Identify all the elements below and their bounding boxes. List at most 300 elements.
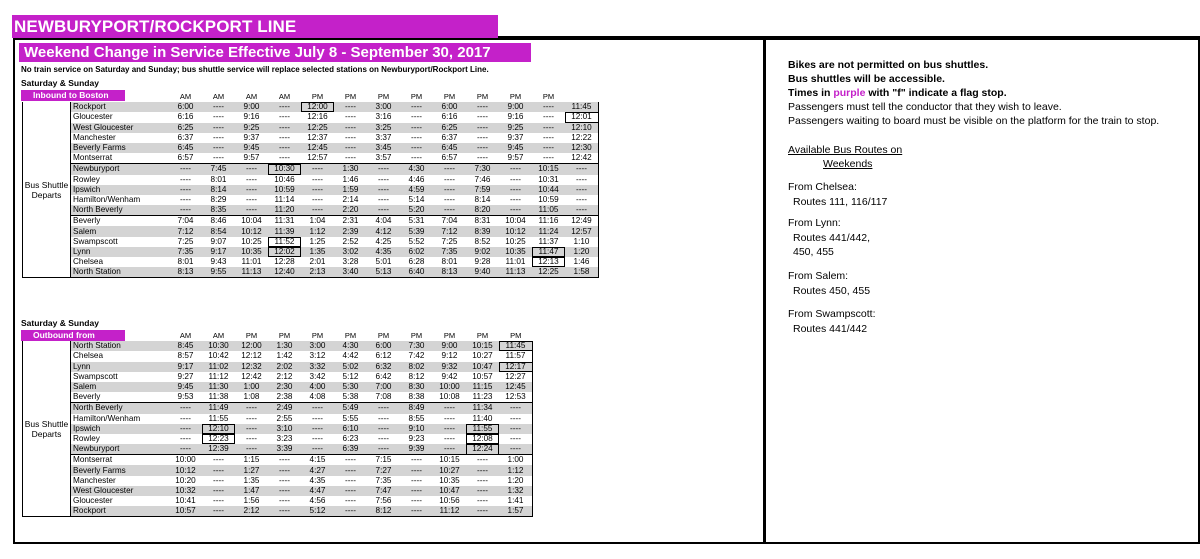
time-cell: ---- (301, 403, 334, 414)
time-cell: 11:16 (532, 216, 565, 227)
table-row (23, 102, 599, 112)
time-cell: 9:45 (169, 382, 202, 392)
time-cell: 3:28 (342, 257, 359, 267)
route-group-from: From Chelsea: (788, 181, 857, 193)
time-cell: 11:34 (466, 403, 499, 414)
time-cell: ---- (378, 194, 389, 204)
time-cell: ---- (499, 424, 533, 434)
time-cell: 10:41 (175, 496, 196, 506)
station-name: Rowley (71, 434, 170, 444)
line-title: NEWBURYPORT/ROCKPORT LINE (14, 17, 297, 36)
time-cell: ---- (400, 486, 433, 496)
time-cell: 4:56 (309, 496, 326, 506)
time-cell: ---- (279, 153, 290, 163)
time-cell: ---- (543, 112, 554, 122)
time-cell: 6:37 (177, 132, 194, 142)
time-cell: 11:47 (532, 247, 565, 257)
time-cell: 1:00 (235, 382, 268, 392)
period-header: PM (510, 331, 522, 341)
time-cell: ---- (180, 433, 191, 443)
time-cell: ---- (411, 496, 422, 506)
time-cell: 8:35 (202, 205, 235, 216)
time-cell: 4:42 (342, 351, 359, 361)
time-cell: 8:13 (433, 267, 466, 278)
time-cell: ---- (268, 486, 301, 496)
time-cell: ---- (378, 413, 389, 423)
info-flag-purple: purple (833, 87, 866, 99)
time-cell: 2:12 (276, 371, 293, 381)
time-cell: ---- (499, 403, 533, 414)
time-cell: 9:57 (243, 153, 260, 163)
time-cell: 9:17 (202, 247, 235, 257)
time-cell: 6:45 (433, 143, 466, 153)
time-cell: ---- (532, 143, 565, 153)
time-cell: ---- (411, 132, 422, 142)
time-cell: ---- (213, 475, 224, 485)
time-cell: ---- (565, 205, 599, 216)
time-cell: 11:20 (268, 205, 301, 216)
time-cell: 4:27 (301, 465, 334, 475)
time-cell: ---- (213, 496, 224, 506)
period-header: PM (410, 92, 423, 102)
time-cell: 11:12 (433, 506, 466, 517)
time-cell: 9:55 (202, 267, 235, 278)
time-cell: 9:17 (169, 362, 202, 372)
time-cell: 9:02 (466, 247, 499, 257)
time-cell: 7:59 (466, 185, 499, 195)
time-cell: ---- (202, 486, 235, 496)
time-cell: ---- (411, 475, 422, 485)
station-name: North Beverly (71, 205, 170, 216)
time-cell: ---- (532, 102, 565, 112)
time-cell: 5:39 (400, 226, 433, 236)
time-cell: 7:35 (169, 247, 202, 257)
route-group-from: From Salem: (788, 270, 849, 282)
period-header: PM (278, 331, 291, 341)
time-cell: ---- (367, 403, 400, 414)
time-cell: ---- (345, 475, 356, 485)
info-visible-platform: Passengers waiting to board must be visible on the platform for the train to stop. (788, 115, 1160, 127)
time-cell: 9:07 (210, 236, 227, 246)
time-cell: 7:00 (367, 382, 400, 392)
table-row (23, 476, 533, 486)
route-line: Routes 441/442 (793, 323, 868, 335)
time-cell: 11:37 (538, 236, 559, 246)
station-name: Beverly Farms (71, 143, 170, 153)
station-name: Montserrat (71, 455, 170, 466)
time-cell: ---- (532, 123, 565, 133)
time-cell: ---- (202, 123, 235, 133)
time-cell: ---- (400, 102, 433, 112)
time-cell: ---- (213, 153, 224, 163)
time-cell: 7:04 (433, 216, 466, 227)
time-cell: ---- (543, 132, 554, 142)
time-cell: ---- (279, 475, 290, 485)
time-cell: 6:37 (441, 132, 458, 142)
time-cell: 1:35 (243, 475, 260, 485)
time-cell: ---- (565, 164, 599, 175)
time-cell: 9:40 (466, 267, 499, 278)
station-name: Newburyport (71, 444, 170, 455)
time-cell: 10:25 (505, 236, 526, 246)
time-cell: 5:52 (408, 236, 425, 246)
time-cell: ---- (400, 123, 433, 133)
table-row (23, 392, 533, 403)
time-cell: 1:56 (243, 496, 260, 506)
time-cell: 5:55 (342, 413, 359, 423)
info-flag-stop (788, 87, 1007, 99)
time-cell: ---- (477, 475, 488, 485)
station-name: Newburyport (71, 164, 170, 175)
time-cell: 10:20 (175, 475, 196, 485)
time-cell: 12:13 (532, 257, 565, 267)
time-cell: 6:32 (367, 362, 400, 372)
time-cell: ---- (202, 455, 235, 466)
inbound-days: Saturday & Sunday (21, 78, 99, 88)
time-cell: 5:02 (334, 362, 367, 372)
station-name: Rockport (71, 506, 170, 517)
period-header: PM (476, 92, 489, 102)
time-cell: ---- (444, 433, 455, 443)
table-row (23, 226, 599, 236)
table-row (23, 434, 533, 444)
time-cell: 7:27 (367, 465, 400, 475)
time-cell: ---- (301, 424, 334, 434)
time-cell: ---- (334, 143, 367, 153)
table-row (23, 237, 599, 247)
time-cell: ---- (202, 102, 235, 112)
time-cell: 8:30 (400, 382, 433, 392)
table-row (23, 133, 599, 143)
time-cell: 12:22 (565, 133, 599, 143)
time-cell: ---- (169, 403, 202, 414)
time-cell: 8:01 (210, 174, 227, 184)
table-row (23, 486, 533, 496)
time-cell: ---- (202, 465, 235, 475)
time-cell: 2:13 (301, 267, 334, 278)
time-cell: 4:59 (400, 185, 433, 195)
time-cell: 10:59 (538, 194, 559, 204)
station-name: Ipswich (71, 185, 170, 195)
time-cell: ---- (268, 506, 301, 517)
time-cell: 11:05 (532, 205, 565, 216)
time-cell: 10:04 (499, 216, 532, 227)
period-header (565, 92, 599, 102)
time-cell: ---- (345, 132, 356, 142)
info-flag-b: with "f" indicate a flag stop. (865, 87, 1007, 99)
time-cell: ---- (499, 414, 533, 424)
time-cell: 1:15 (235, 455, 268, 466)
time-cell: 1:08 (243, 392, 260, 402)
time-cell: 9:00 (235, 102, 268, 112)
time-cell: 5:12 (342, 371, 359, 381)
time-cell: 7:42 (408, 351, 425, 361)
time-cell: 5:14 (408, 194, 425, 204)
time-cell: 8:01 (441, 257, 458, 267)
period-header: PM (443, 331, 456, 341)
time-cell: 4:12 (367, 226, 400, 236)
time-cell: ---- (334, 102, 367, 112)
time-cell: 7:04 (169, 216, 202, 227)
time-cell: 4:35 (309, 475, 326, 485)
time-cell: 12:24 (466, 444, 499, 455)
time-cell: 1:10 (565, 237, 599, 247)
time-cell: 10:35 (439, 475, 460, 485)
time-cell: 4:46 (408, 174, 425, 184)
time-cell: 7:35 (433, 247, 466, 257)
time-cell: ---- (301, 205, 334, 216)
station-name: Gloucester (71, 112, 170, 122)
period-header: PM (377, 92, 390, 102)
time-cell: ---- (312, 413, 323, 423)
time-cell: 12:37 (307, 132, 328, 142)
table-row (23, 216, 599, 227)
time-cell: ---- (378, 174, 389, 184)
period-header: AM (179, 331, 192, 341)
time-cell: 2:39 (334, 226, 367, 236)
time-cell: 1:46 (342, 174, 359, 184)
time-cell: ---- (202, 506, 235, 517)
time-cell: 3:02 (334, 247, 367, 257)
time-cell: ---- (400, 465, 433, 475)
period-header: PM (311, 92, 324, 102)
time-cell: 10:56 (439, 496, 460, 506)
time-cell: ---- (433, 403, 466, 414)
time-cell: 11:13 (499, 267, 532, 278)
time-cell: 6:25 (169, 123, 202, 133)
table-row (23, 164, 599, 175)
time-cell: ---- (334, 455, 367, 466)
time-cell: 3:40 (334, 267, 367, 278)
time-cell: 6:45 (169, 143, 202, 153)
station-name: Swampscott (71, 372, 170, 382)
table-row (23, 414, 533, 424)
info-bikes: Bikes are not permitted on bus shuttles. (788, 59, 989, 71)
time-cell: ---- (334, 486, 367, 496)
time-cell: ---- (477, 153, 488, 163)
time-cell: 11:49 (202, 403, 235, 414)
route-line: Routes 450, 455 (793, 285, 871, 297)
route-group-from: From Lynn: (788, 217, 841, 229)
time-cell: ---- (565, 195, 599, 205)
station-name: Beverly (71, 216, 170, 227)
time-cell: 10:57 (472, 371, 493, 381)
time-cell: 3:00 (367, 102, 400, 112)
time-cell: 6:23 (342, 433, 359, 443)
time-cell: 11:15 (466, 382, 499, 392)
time-cell: 10:44 (532, 185, 565, 195)
time-cell: 1:47 (235, 486, 268, 496)
time-cell: 12:57 (565, 226, 599, 236)
time-cell: 11:38 (208, 392, 229, 402)
time-cell: 7:12 (169, 226, 202, 236)
station-name: Salem (71, 226, 170, 236)
station-name: West Gloucester (71, 486, 170, 496)
time-cell: 3:32 (301, 362, 334, 372)
time-cell: 5:38 (342, 392, 359, 402)
time-cell: 7:35 (375, 475, 392, 485)
time-cell: 8:49 (400, 403, 433, 414)
time-cell: 11:57 (499, 351, 533, 361)
time-cell: 3:00 (301, 341, 334, 351)
time-cell: 4:47 (301, 486, 334, 496)
time-cell: 10:31 (538, 174, 559, 184)
time-cell: ---- (268, 143, 301, 153)
time-cell: 12:57 (307, 153, 328, 163)
time-cell: 6:16 (177, 112, 194, 122)
time-cell: 9:39 (400, 444, 433, 455)
time-cell: 10:35 (235, 247, 268, 257)
time-cell: ---- (565, 175, 599, 185)
time-cell: ---- (444, 174, 455, 184)
time-cell: 5:31 (400, 216, 433, 227)
time-cell: 4:04 (367, 216, 400, 227)
time-cell: 3:45 (367, 143, 400, 153)
station-name: Gloucester (71, 496, 170, 506)
time-cell: 12:42 (565, 153, 599, 164)
time-cell: 8:14 (474, 194, 491, 204)
time-cell: 8:31 (466, 216, 499, 227)
time-cell: 1:12 (301, 226, 334, 236)
time-cell: ---- (169, 185, 202, 195)
route-line: Routes 441/442, (793, 232, 871, 244)
time-cell: 10:57 (169, 506, 202, 517)
time-cell: ---- (301, 444, 334, 455)
time-cell: 1:41 (499, 496, 533, 506)
column-divider (763, 38, 766, 544)
time-cell: ---- (345, 112, 356, 122)
time-cell: 12:08 (466, 434, 499, 444)
time-cell: 9:23 (408, 433, 425, 443)
time-cell: 10:00 (433, 382, 466, 392)
time-cell: ---- (466, 465, 499, 475)
info-accessible: Bus shuttles will be accessible. (788, 73, 945, 85)
time-cell: ---- (180, 194, 191, 204)
table-row (23, 362, 533, 372)
inbound-schedule-table (22, 92, 599, 278)
outbound-direction: Outbound from Boston (21, 330, 125, 341)
time-cell: 8:13 (169, 267, 202, 278)
time-cell: 7:46 (474, 174, 491, 184)
table-row (23, 153, 599, 164)
station-name: West Gloucester (71, 123, 170, 133)
time-cell: 6:57 (177, 153, 194, 163)
time-cell: 1:25 (309, 236, 326, 246)
time-cell: 12:27 (499, 372, 533, 382)
outbound-days: Saturday & Sunday (21, 318, 99, 328)
time-cell: 7:47 (367, 486, 400, 496)
station-name: Chelsea (71, 257, 170, 267)
period-header: PM (443, 92, 456, 102)
period-header: AM (245, 92, 258, 102)
time-cell: ---- (213, 132, 224, 142)
table-row (23, 205, 599, 216)
time-cell: 8:29 (210, 194, 227, 204)
notice-text: No train service on Saturday and Sunday; bus shuttle service will replace selected stations on Newburyport/Rockport Line. (21, 65, 489, 74)
time-cell: 11:23 (472, 392, 493, 402)
time-cell: 1:46 (565, 257, 599, 267)
time-cell: 9:53 (177, 392, 194, 402)
time-cell: 2:12 (235, 506, 268, 517)
station-name: Lynn (71, 362, 170, 372)
time-cell: 2:38 (276, 392, 293, 402)
time-cell: 10:59 (268, 185, 301, 195)
time-cell: 1:57 (499, 506, 533, 517)
time-cell: ---- (312, 194, 323, 204)
time-cell: 10:27 (433, 465, 466, 475)
time-cell: 9:25 (235, 123, 268, 133)
notice-title: Weekend Change in Service Effective July 8 - September 30, 2017 (24, 44, 491, 61)
route-line: Routes 111, 116/117 (793, 196, 888, 208)
time-cell: 7:30 (400, 341, 433, 351)
time-cell: 1:35 (301, 247, 334, 257)
time-cell: 10:42 (208, 351, 229, 361)
time-cell: 10:15 (433, 455, 466, 466)
time-cell: 11:40 (472, 413, 493, 423)
time-cell: ---- (444, 194, 455, 204)
time-cell: 8:38 (408, 392, 425, 402)
period-header: PM (410, 331, 423, 341)
time-cell: 1:58 (565, 267, 599, 278)
time-cell: 3:12 (309, 351, 326, 361)
time-cell: 7:30 (466, 164, 499, 175)
station-name: Beverly (71, 392, 170, 403)
time-cell: ---- (499, 164, 532, 175)
time-cell: 11:52 (268, 237, 301, 247)
table-row (23, 403, 533, 414)
time-cell: 5:20 (400, 205, 433, 216)
table-row (23, 444, 533, 455)
time-cell: 2:01 (309, 257, 326, 267)
time-cell: 5:49 (334, 403, 367, 414)
time-cell: ---- (268, 465, 301, 475)
time-cell: 12:12 (241, 351, 262, 361)
station-name: Rowley (71, 175, 170, 185)
period-header: PM (377, 331, 390, 341)
time-cell: 3:42 (309, 371, 326, 381)
time-cell: 2:52 (342, 236, 359, 246)
time-cell: ---- (246, 413, 257, 423)
table-row (23, 382, 533, 392)
time-cell: 6:00 (169, 102, 202, 112)
time-cell: 11:55 (466, 424, 499, 434)
time-cell: 8:12 (408, 371, 425, 381)
time-cell: ---- (235, 164, 268, 175)
time-cell: 1:32 (499, 486, 533, 496)
time-cell: 3:57 (375, 153, 392, 163)
time-cell: ---- (246, 194, 257, 204)
time-cell: ---- (444, 413, 455, 423)
time-cell: 3:23 (276, 433, 293, 443)
table-row (23, 257, 599, 267)
time-cell: 3:10 (268, 424, 301, 434)
station-name: Chelsea (71, 351, 170, 361)
time-cell: ---- (279, 496, 290, 506)
time-cell: ---- (334, 123, 367, 133)
time-cell: 11:01 (505, 257, 526, 267)
time-cell: 10:15 (466, 341, 499, 351)
station-name: Lynn (71, 247, 170, 257)
time-cell: 1:27 (235, 465, 268, 475)
table-row (23, 112, 599, 122)
station-name: North Station (71, 267, 170, 278)
time-cell: 9:32 (433, 362, 466, 372)
time-cell: 7:25 (177, 236, 194, 246)
station-name: Hamilton/Wenham (71, 414, 170, 424)
time-cell: 7:08 (375, 392, 392, 402)
time-cell: 9:27 (177, 371, 194, 381)
time-cell: ---- (334, 465, 367, 475)
